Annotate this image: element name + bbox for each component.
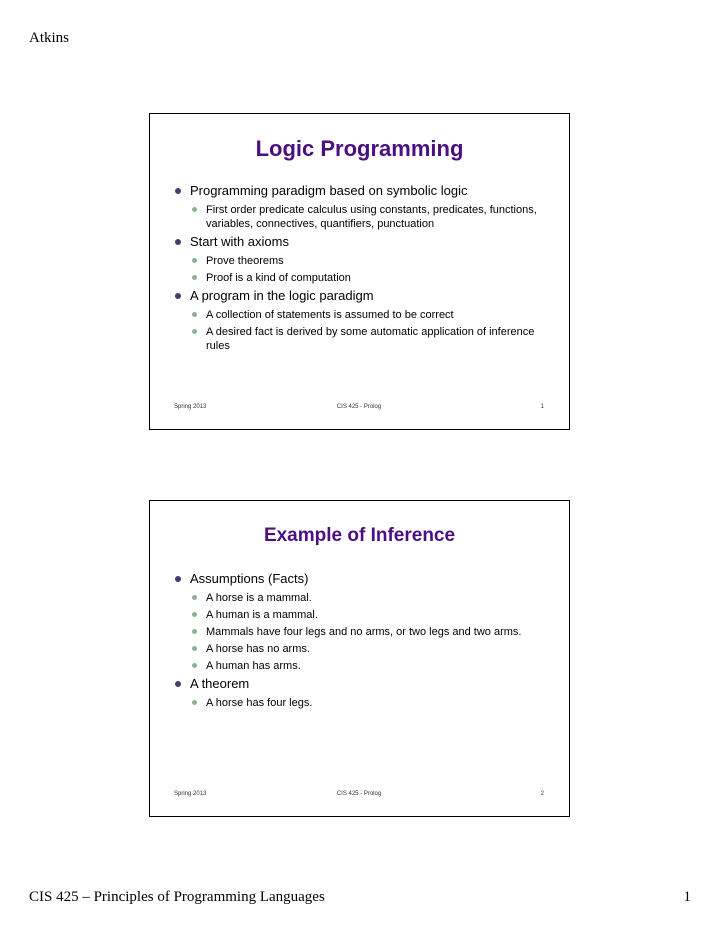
page-number: 1 — [683, 889, 691, 905]
slide-footer-date: Spring 2013 — [174, 791, 207, 797]
sub-bullet-item: A collection of statements is assumed to be correct — [172, 308, 551, 322]
slide-footer-course: CIS 425 - Prolog — [336, 791, 382, 797]
slide-1 — [149, 113, 570, 430]
sub-bullet-item: Mammals have four legs and no arms, or two legs and two arms. — [172, 625, 551, 639]
slide-title: Example of Inference — [263, 525, 456, 546]
sub-bullet-item: A human has arms. — [172, 659, 551, 673]
slide-footer — [174, 791, 544, 799]
sub-bullet-item: A horse has four legs. — [172, 696, 551, 710]
bullet-item: A program in the logic paradigm — [172, 288, 551, 304]
sub-bullet-item: A desired fact is derived by some automatic application of inference rules — [172, 325, 551, 353]
sub-bullet-item: A horse is a mammal. — [172, 591, 551, 605]
bullet-item: Assumptions (Facts) — [172, 571, 551, 587]
slide-footer-number: 2 — [540, 791, 544, 797]
bullet-list — [172, 568, 551, 710]
sub-bullet-item: Proof is a kind of computation — [172, 271, 551, 285]
sub-bullet-item: Prove theorems — [172, 254, 551, 268]
page-author: Atkins — [29, 30, 70, 46]
slide-title: Logic Programming — [255, 136, 464, 161]
bullet-item: A theorem — [172, 676, 551, 692]
bullet-item: Start with axioms — [172, 234, 551, 250]
slide-2 — [149, 500, 570, 817]
sub-bullet-item: A human is a mammal. — [172, 608, 551, 622]
slide-footer-course: CIS 425 - Prolog — [336, 404, 382, 410]
bullet-item: Programming paradigm based on symbolic logic — [172, 183, 551, 199]
sub-bullet-item: A horse has no arms. — [172, 642, 551, 656]
slide-footer-date: Spring 2013 — [174, 404, 207, 410]
bullet-list — [172, 180, 551, 353]
slide-footer-number: 1 — [540, 404, 544, 410]
slide-footer — [174, 404, 544, 412]
page-course-title: CIS 425 – Principles of Programming Languages — [29, 889, 325, 905]
sub-bullet-item: First order predicate calculus using constants, predicates, functions, variables, connectives, quantifiers, punctuation — [172, 203, 551, 231]
